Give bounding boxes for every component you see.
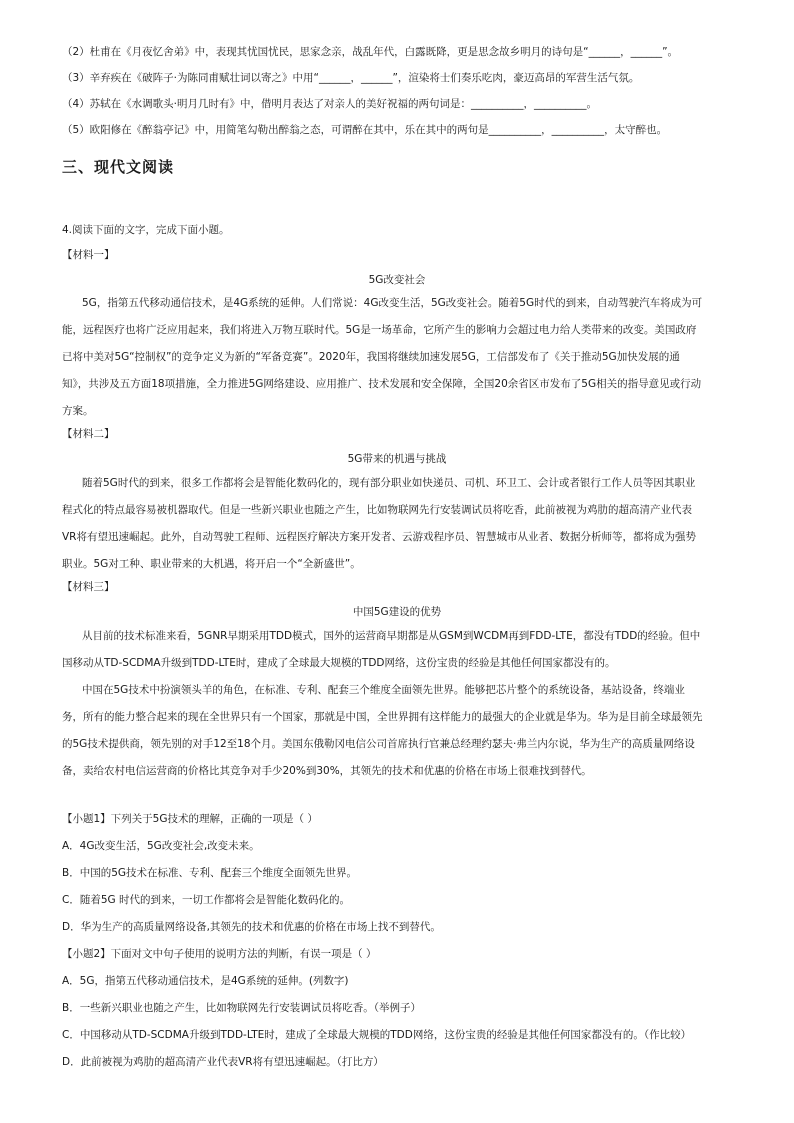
paragraph-line: 的5G技术提供商，领先别的对手12至18个月。美国东俄勒冈电信公司首席执行官兼总经理约瑟夫·弗兰内尔说，华为生产的高质量网络设 [62,738,695,750]
paragraph-line: 备，卖给农村电信运营商的价格比其竞争对手少20%到30%，其领先的技术和优惠的价格在市场上很难找到替代。 [62,765,592,777]
paragraph-line: 能，远程医疗也将广泛应用起来，我们将进入万物互联时代。5G是一场革命，它所产生的影响力会超过电力给人类带来的改变。美国政府 [62,324,697,336]
fill-in-item-5: （5）欧阳修在《醉翁亭记》中，用简笔勾勒出醉翁之态，可谓醉在其中，乐在其中的两句是__________，__________，太守醉也。 [62,124,668,136]
paragraph-line: 已将中美对5G“控制权”的竞争定义为新的“军备竞赛”。2020年，我国将继续加速发展5G，工信部发布了《关于推动5G加快发展的通 [62,351,680,363]
material-2-label: 【材料二】 [62,428,115,440]
paragraph-line: 知》，共涉及五方面18项措施，全力推进5G网络建设、应用推广、技术发展和安全保障，全国20余省区市发布了5G相关的指导意见或行动 [62,378,702,390]
paragraph-line: 国移动从TD-SCDMA升级到TDD-LTE时，建成了全球最大规模的TDD网络，这份宝贵的经验是其他任何国家都没有的。 [62,657,616,669]
paragraph-line: 程式化的特点最容易被机器取代。但是一些新兴职业也随之产生，比如物联网先行安装调试员将吃香，此前被视为鸡肋的超高清产业代表 [62,504,692,516]
question-intro: 4.阅读下面的文字，完成下面小题。 [62,224,230,236]
question-2-option-c[interactable]: C．中国移动从TD-SCDMA升级到TDD-LTE时，建成了全球最大规模的TDD网络，这份宝贵的经验是其他任何国家都没有的。（作比较） [62,1029,692,1041]
question-1-option-d[interactable]: D．华为生产的高质量网络设备,其领先的技术和优惠的价格在市场上找不到替代。 [62,921,441,933]
paragraph-line: VR将有望迅速崛起。此外，自动驾驶工程师、远程医疗解决方案开发者、云游戏程序员、智慧城市从业者、数据分析师等，都将成为强势 [62,531,696,543]
fill-in-item-4: （4）苏轼在《水调歌头·明月几时有》中，借明月表达了对亲人的美好祝福的两句词是：__________，__________。 [62,98,598,110]
question-1-option-a[interactable]: A．4G改变生活，5G改变社会,改变未来。 [62,840,260,852]
fill-in-item-3: （3）辛弃疾在《破阵子·为陈同甫赋壮词以寄之》中用“______，______”，渲染将士们奏乐吃肉，豪迈高昂的军营生活气氛。 [62,72,640,84]
question-2-option-b[interactable]: B．一些新兴职业也随之产生，比如物联网先行安装调试员将吃香。（举例子） [62,1002,421,1014]
material-2-paragraph [62,470,734,578]
question-1-option-c[interactable]: C．随着5G 时代的到来，一切工作都将会是智能化数码化的。 [62,894,350,906]
fill-in-item-2: （2）杜甫在《月夜忆舍弟》中，表现其忧国忧民，思家念亲，战乱年代，白露既降，更是思念故乡明月的诗句是“______，______”。 [62,46,679,58]
question-2-option-a[interactable]: A．5G，指第五代移动通信技术，是4G系统的延伸。(列数字) [62,975,349,987]
section-title: 三、现代文阅读 [62,158,175,176]
material-2-title: 5G带来的机遇与挑战 [347,453,447,465]
paragraph-line: 中国在5G技术中扮演领头羊的角色，在标准、专利、配套三个维度全面领先世界。能够把芯片整个的系统设备，基站设备，终端业 [82,684,685,696]
paragraph-line: 随着5G时代的到来，很多工作都将会是智能化数码化的，现有部分职业如快递员、司机、环卫工、会计或者银行工作人员等因其职业 [82,477,696,489]
material-3-paragraph-2 [62,677,734,785]
material-1-title: 5G改变社会 [368,274,426,286]
paragraph-line: 从目前的技术标准来看，5GNR早期采用TDD模式，国外的运营商早期都是从GSM到WCDM再到FDD-LTE，都没有TDD的经验。但中 [82,630,701,642]
material-3-title: 中国5G建设的优势 [352,606,442,618]
paragraph-line: 职业。5G对工种、职业带来的大机遇，将开启一个“全新盛世”。 [62,558,361,570]
paragraph-line: 方案。 [62,405,94,417]
material-1-label: 【材料一】 [62,249,115,261]
question-1-stem: 【小题1】下列关于5G技术的理解，正确的一项是（ ） [62,813,318,825]
question-2-stem: 【小题2】下面对文中句子使用的说明方法的判断，有误一项是（ ） [62,948,377,960]
paragraph-line: 5G，指第五代移动通信技术，是4G系统的延伸。人们常说：4G改变生活，5G改变社会。随着5G时代的到来，自动驾驶汽车将成为可 [82,297,703,309]
paragraph-line: 务，所有的能力整合起来的现在全世界只有一个国家，那就是中国，全世界拥有这样能力的最强大的企业就是华为。华为是目前全球最领先 [62,711,703,723]
material-1-paragraph [62,290,734,425]
question-2-option-d[interactable]: D．此前被视为鸡肋的超高清产业代表VR将有望迅速崛起。（打比方） [62,1056,384,1068]
question-1-option-b[interactable]: B．中国的5G技术在标准、专利、配套三个维度全面领先世界。 [62,867,358,879]
material-3-paragraph-1 [62,623,734,677]
material-3-label: 【材料三】 [62,581,115,593]
